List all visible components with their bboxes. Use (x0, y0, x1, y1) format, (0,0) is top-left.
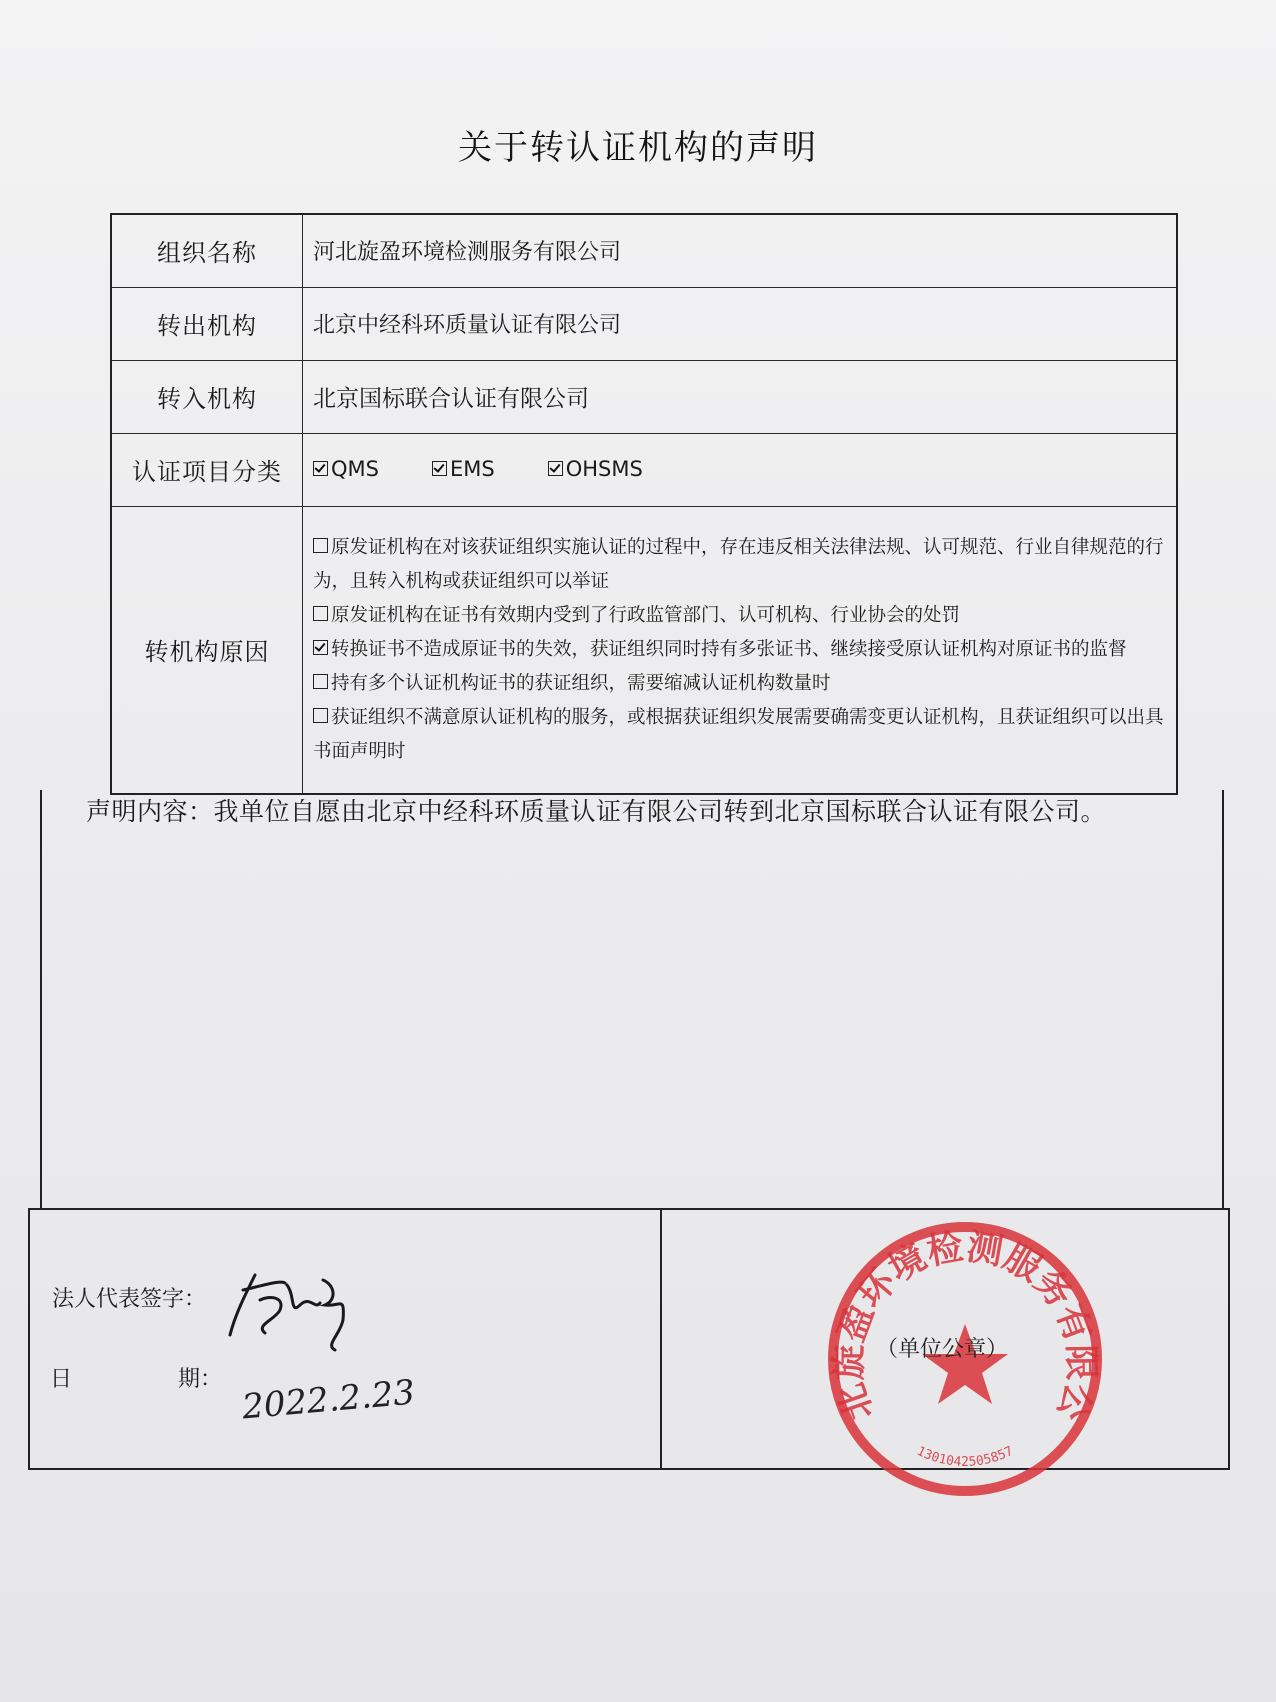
category-label: 认证项目分类 (111, 433, 303, 506)
reason-item-4[interactable] (313, 667, 1166, 701)
reason-text-5: 获证组织不满意原认证机构的服务，或根据获证组织发展需要确需变更认证机构，且获证组织可以出具书面声明时 (313, 706, 1164, 762)
date-label-2: 期： (178, 1367, 223, 1392)
declaration (86, 792, 1106, 828)
row-reasons (111, 506, 1177, 794)
declaration-text: 我单位自愿由北京中经科环质量认证有限公司转到北京国标联合认证有限公司。 (213, 797, 1107, 826)
checkbox-icon (548, 461, 563, 476)
checkbox-icon (313, 640, 328, 655)
company-seal-icon (822, 1216, 1108, 1510)
seal-label: （单位公章） (876, 1337, 1009, 1362)
reason-item-3[interactable] (313, 633, 1166, 667)
reason-text-2: 原发证机构在证书有效期内受到了行政监管部门、认可机构、行业协会的处罚 (331, 604, 961, 626)
row-org-name (111, 214, 1177, 287)
checkbox-icon (313, 708, 328, 723)
checkbox-icon (313, 538, 328, 553)
reason-text-3: 转换证书不造成原证书的失效，获证组织同时持有多张证书、继续接受原认证机构对原证书的监督 (331, 638, 1127, 660)
category-ems[interactable] (432, 457, 495, 481)
document-title: 关于转认证机构的声明 (458, 128, 818, 168)
transfer-out-label: 转出机构 (111, 287, 303, 360)
reason-text-1: 原发证机构在对该获证组织实施认证的过程中，存在违反相关法律法规、认可规范、行业自律规范的行为，且转入机构或获证组织可以举证 (313, 536, 1164, 592)
svg-text:1301042505857 (914, 1444, 1016, 1470)
seal-number: 1301042505857 (914, 1443, 1016, 1470)
checkbox-icon (313, 461, 328, 476)
category-qms[interactable] (313, 457, 379, 481)
declaration-box (40, 790, 1224, 1210)
checkbox-icon (432, 461, 447, 476)
transfer-out-value: 北京中经科环质量认证有限公司 (303, 287, 1178, 360)
svg-text:河北旋盈环境检测服务有限公司 (822, 1216, 1101, 1425)
handwritten-signature (225, 1255, 385, 1359)
category-ems-label: EMS (449, 456, 495, 481)
category-ohsms[interactable] (548, 457, 643, 481)
row-transfer-in (111, 360, 1177, 433)
row-category (111, 433, 1177, 506)
reason-list (303, 506, 1178, 794)
category-options (303, 433, 1178, 506)
row-transfer-out (111, 287, 1177, 360)
reason-item-1[interactable] (313, 531, 1166, 599)
checkbox-icon (313, 674, 328, 689)
legal-rep-signature-label: 法人代表签字： (52, 1287, 207, 1312)
org-name-label: 组织名称 (111, 214, 303, 287)
reason-label: 转机构原因 (111, 506, 303, 794)
category-ohsms-label: OHSMS (565, 456, 643, 481)
reason-item-5[interactable] (313, 701, 1166, 769)
declaration-label: 声明内容： (86, 797, 214, 826)
signature-divider (660, 1208, 662, 1470)
reason-item-2[interactable] (313, 599, 1166, 633)
reason-text-4: 持有多个认证机构证书的获证组织，需要缩减认证机构数量时 (331, 672, 831, 694)
transfer-form-table (110, 213, 1178, 795)
transfer-in-value: 北京国标联合认证有限公司 (303, 360, 1178, 433)
handwritten-date: 2022.2.23 (240, 1372, 417, 1428)
checkbox-icon (313, 606, 328, 621)
transfer-in-label: 转入机构 (111, 360, 303, 433)
seal-text: 北旋盈环境检测服务有限公 (828, 1226, 1102, 1426)
org-name-value: 河北旋盈环境检测服务有限公司 (303, 214, 1178, 287)
date-label-1: 日 (50, 1367, 73, 1392)
category-qms-label: QMS (331, 456, 379, 481)
